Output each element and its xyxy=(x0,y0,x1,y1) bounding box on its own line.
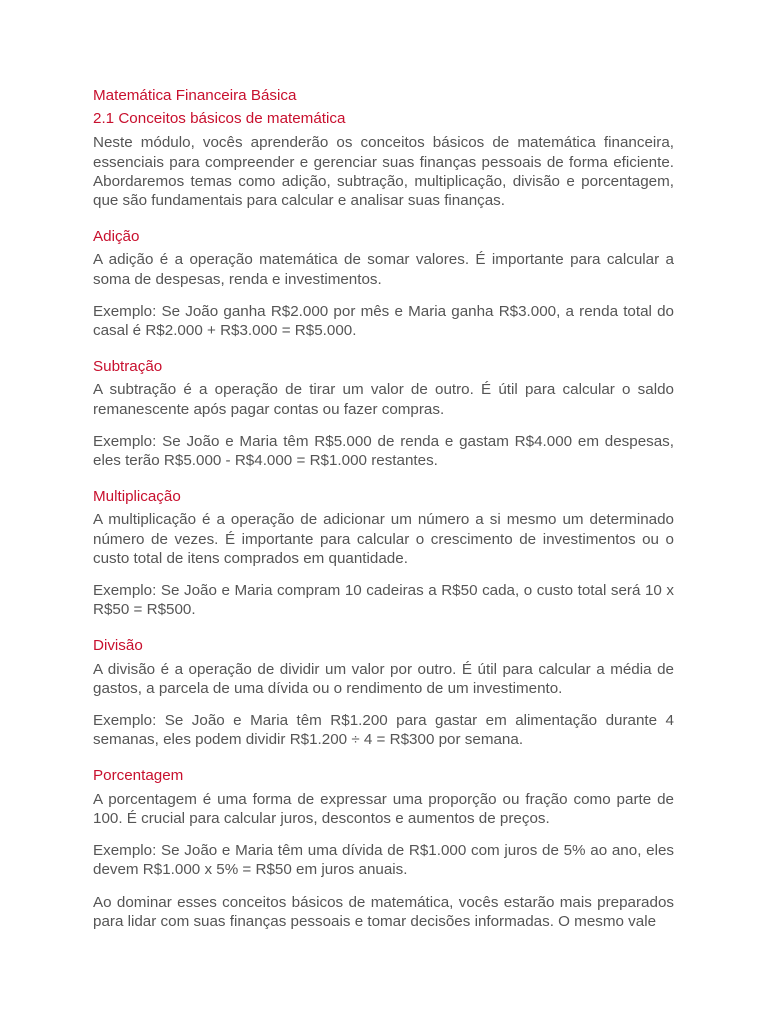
paragraph-porcentagem: A porcentagem é uma forma de expressar uma proporção ou fração como parte de 100. É crucial para calcular juros, descontos e aumentos de preços. xyxy=(93,790,674,827)
closing-paragraph: Ao dominar esses conceitos básicos de matemática, vocês estarão mais preparados para lidar com suas finanças pessoais e tomar decisões informadas. O mesmo vale xyxy=(93,893,674,930)
paragraph-divisao: A divisão é a operação de dividir um valor por outro. É útil para calcular a média de gastos, a parcela de uma dívida ou o rendimento de um investimento. xyxy=(93,660,674,697)
example-adicao: Exemplo: Se João ganha R$2.000 por mês e Maria ganha R$3.000, a renda total do casal é R$2.000 + R$3.000 = R$5.000. xyxy=(93,302,674,340)
section-subtitle: 2.1 Conceitos básicos de matemática xyxy=(93,110,346,128)
paragraph-subtracao: A subtração é a operação de tirar um valor de outro. É útil para calcular o saldo remanescente após pagar contas ou fazer compras. xyxy=(93,381,674,418)
heading-adicao: Adição xyxy=(93,228,140,246)
heading-subtracao: Subtração xyxy=(93,358,163,376)
paragraph-adicao: A adição é a operação matemática de somar valores. É importante para calcular a soma de despesas, renda e investimentos. xyxy=(93,251,674,288)
example-subtracao: Exemplo: Se João e Maria têm R$5.000 de renda e gastam R$4.000 em despesas, eles terão R$5.000 - R$4.000 = R$1.000 restantes. xyxy=(93,432,674,470)
heading-multiplicacao: Multiplicação xyxy=(93,488,181,506)
intro-paragraph: Neste módulo, vocês aprenderão os conceitos básicos de matemática financeira, essenciais para compreender e gerenciar suas finanças pessoais de forma eficiente. Abordaremos temas como adição, subtração, multiplicação, divisão e porcentagem, que são fundamentais para calcular e analisar suas finanças. xyxy=(93,134,674,210)
document-title: Matemática Financeira Básica xyxy=(93,87,297,104)
paragraph-multiplicacao: A multiplicação é a operação de adicionar um número a si mesmo um determinado número de vezes. É importante para calcular o crescimento de investimentos ou o custo total de itens comprados em quantidade. xyxy=(93,511,674,567)
heading-divisao: Divisão xyxy=(93,637,143,655)
heading-porcentagem: Porcentagem xyxy=(93,767,184,785)
example-multiplicacao: Exemplo: Se João e Maria compram 10 cadeiras a R$50 cada, o custo total será 10 x R$50 = R$500. xyxy=(93,582,674,619)
example-porcentagem: Exemplo: Se João e Maria têm uma dívida de R$1.000 com juros de 5% ao ano, eles devem R$1.000 x 5% = R$50 em juros anuais. xyxy=(93,842,674,879)
example-divisao: Exemplo: Se João e Maria têm R$1.200 para gastar em alimentação durante 4 semanas, eles podem dividir R$1.200 ÷ 4 = R$300 por semana. xyxy=(93,712,674,749)
